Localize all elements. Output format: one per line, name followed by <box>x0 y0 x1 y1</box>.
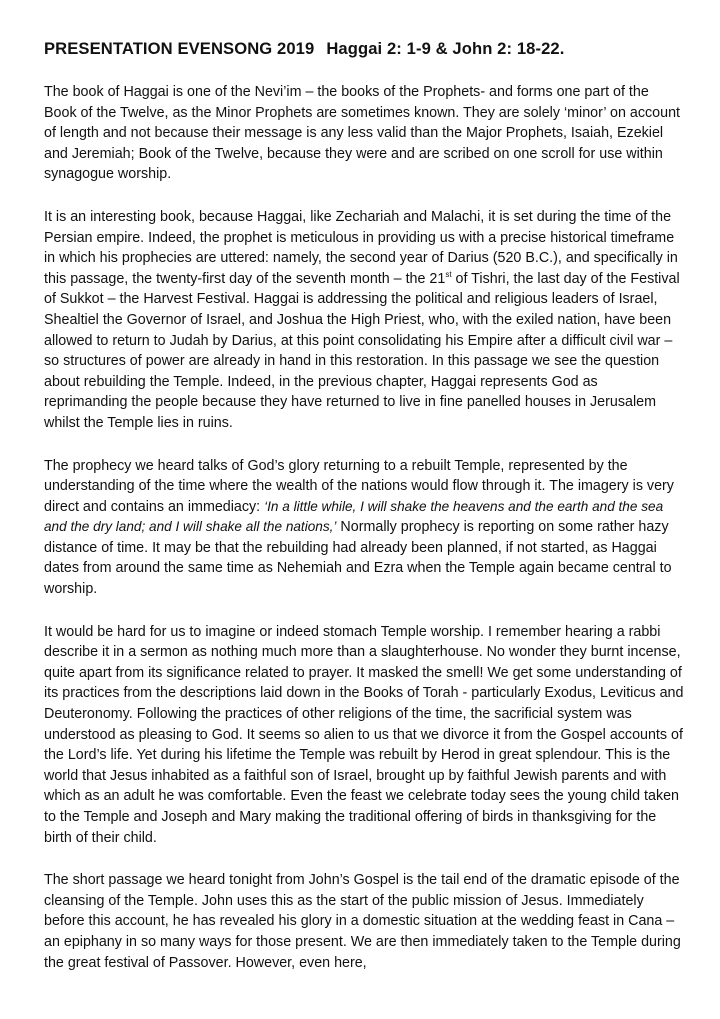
title-main: PRESENTATION EVENSONG 2019 <box>44 39 315 58</box>
paragraph-3-text-b: Normally prophecy is reporting on some rather hazy distance of time. It may be that the rebuilding had already been planned, if not started, as Haggai dates from around the same time as Nehemiah and Ezra when the Temple again became central to worship. <box>44 519 672 598</box>
paragraph-5: The short passage we heard tonight from John’s Gospel is the tail end of the dramatic episode of the cleansing of the Temple. John uses this as the start of the public mission of Jesus. Immediately before this account, he has revealed his glory in a domestic situation at the wedding feast in Cana – an epiphany in so many ways for those present. We are then immediately taken to the Temple during the great festival of Passover. However, even here, <box>44 872 681 971</box>
ordinal-superscript: st <box>445 269 452 279</box>
paragraph-2 <box>44 207 684 434</box>
paragraph-2-text-a: It is an interesting book, because Haggai, like Zechariah and Malachi, it is set during the time of the Persian empire. Indeed, the prophet is meticulous in providing us with a precise historical timeframe in which his prophecies are uttered: namely, the second year of Darius (520 B.C.), and specifically in this passage, the twenty-first day of the seventh month – the 21 <box>44 208 678 287</box>
paragraph-3-text-a: The prophecy we heard talks of God’s glory returning to a rebuilt Temple, represented by the understanding of the time where the wealth of the nations would flow through it. The imagery is very direct and contains an immediacy: <box>44 457 674 515</box>
paragraph-2-text-b: of Tishri, the last day of the Festival of Sukkot – the Harvest Festival. Haggai is addressing the political and religious leaders of Israel, Shealtiel the Governor of Israel, and Joshua the High Priest, who, with the exiled nation, have been allowed to return to Judah by Darius, at this point consolidating his Empire after a difficult civil war – so structures of power are already in hand in this restoration. In this passage we see the question about rebuilding the Temple. Indeed, in the previous chapter, Haggai represents God as reprimanding the people because they have returned to live in fine panelled houses in Jerusalem whilst the Temple lies in ruins. <box>44 270 680 431</box>
paragraph-4: It would be hard for us to imagine or indeed stomach Temple worship. I remember hearing a rabbi describe it in a sermon as nothing much more than a slaughterhouse. No wonder they burnt incense, quite apart from its significance related to prayer. It masked the smell! We get some understanding of its practices from the descriptions laid down in the Books of Torah - particularly Exodus, Leviticus and Deuteronomy. Following the practices of other religions of the time, the sacrificial system was understood as pleasing to God. It seems so alien to us that we divorce it from the Gospel accounts of the Lord’s life. Yet during his lifetime the Temple was rebuilt by Herod in great splendour. This is the world that Jesus inhabited as a faithful son of Israel, brought up by faithful Jewish parents and with which as an adult he was comfortable. Even the feast we celebrate today sees the young child taken to the Temple and Joseph and Mary making the traditional offering of birds in thanksgiving for the birth of their child. <box>44 623 684 846</box>
paragraph-1: The book of Haggai is one of the Nevi’im – the books of the Prophets- and forms one part of the Book of the Twelve, as the Minor Prophets are sometimes known. They are solely ‘minor’ on account of length and not because their message is any less valid than the Major Prophets, Isaiah, Ezekiel and Jeremiah; Book of the Twelve, because they were and are scribed on one scroll for use within synagogue worship. <box>44 84 680 183</box>
title-reading: Haggai 2: 1-9 & John 2: 18-22. <box>326 39 565 58</box>
document-title <box>44 38 684 60</box>
paragraph-3 <box>44 456 684 600</box>
document-page <box>44 38 684 995</box>
scripture-quote: ‘In a little while, I will shake the heavens and the earth and the sea and the dry land; and I will shake all the nations,’ <box>44 498 664 535</box>
